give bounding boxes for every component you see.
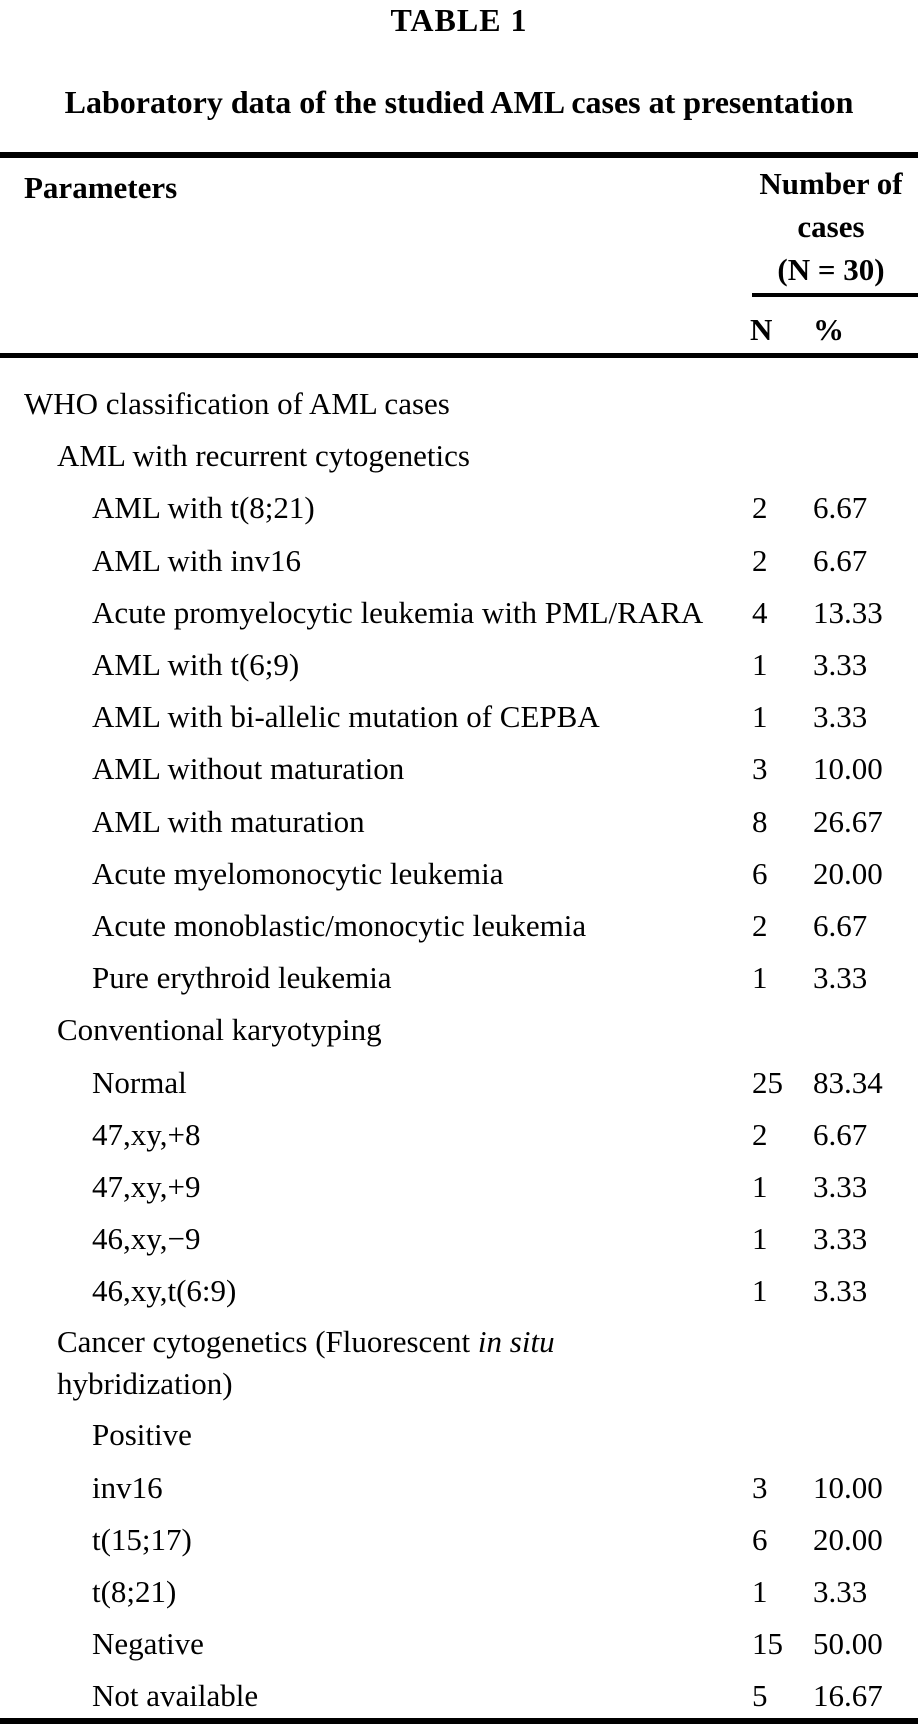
group-header-line: (N = 30) <box>777 252 885 287</box>
table-row <box>0 691 918 743</box>
row-label: Acute promyelocytic leukemia with PML/RARA <box>92 594 704 630</box>
row-label: inv16 <box>92 1469 163 1505</box>
row-label: t(15;17) <box>92 1521 192 1557</box>
row-percent-value: 6.67 <box>813 907 868 943</box>
table-row <box>0 587 918 639</box>
row-label: WHO classification of AML cases <box>24 386 450 422</box>
table-row <box>0 535 918 587</box>
row-n-value: 2 <box>752 1116 768 1152</box>
row-n-value: 2 <box>752 542 768 578</box>
row-label: Pure erythroid leukemia <box>92 960 392 996</box>
table-row <box>0 1109 918 1161</box>
table-row <box>0 1409 918 1461</box>
table-row <box>0 1462 918 1514</box>
row-percent-value: 16.67 <box>813 1678 883 1714</box>
row-percent-value: 3.33 <box>813 1168 868 1204</box>
row-percent-value: 6.67 <box>813 542 868 578</box>
row-label: Positive <box>92 1417 192 1453</box>
table-row <box>0 952 918 1004</box>
row-label: 47,xy,+8 <box>92 1116 201 1152</box>
row-label: 47,xy,+9 <box>92 1168 201 1204</box>
row-label: AML with t(6;9) <box>92 647 300 683</box>
row-label: AML with inv16 <box>92 542 301 578</box>
row-n-value: 1 <box>752 647 768 683</box>
table-row <box>0 1161 918 1213</box>
row-label: Acute myelomonocytic leukemia <box>92 855 504 891</box>
row-percent-value: 3.33 <box>813 647 868 683</box>
row-n-value: 1 <box>752 1221 768 1257</box>
row-percent-value: 26.67 <box>813 803 883 839</box>
row-n-value: 1 <box>752 699 768 735</box>
row-label: Acute monoblastic/monocytic leukemia <box>92 907 587 943</box>
row-n-value: 2 <box>752 490 768 526</box>
row-label: t(8;21) <box>92 1574 177 1610</box>
row-percent-value: 50.00 <box>813 1626 883 1662</box>
row-percent-value: 3.33 <box>813 1574 868 1610</box>
table-row <box>0 639 918 691</box>
row-n-value: 8 <box>752 803 768 839</box>
column-header-n: N <box>750 312 773 347</box>
row-percent-value: 20.00 <box>813 1521 883 1557</box>
table-row <box>0 796 918 848</box>
table-row <box>0 900 918 952</box>
table-top-rule <box>0 152 918 158</box>
row-label: Conventional karyotyping <box>57 1012 382 1048</box>
row-label: AML with bi-allelic mutation of CEPBA <box>92 699 600 735</box>
table-caption: Laboratory data of the studied AML cases at presentation <box>64 84 854 120</box>
row-percent-value: 10.00 <box>813 1469 883 1505</box>
table-row <box>0 1618 918 1670</box>
row-n-value: 2 <box>752 907 768 943</box>
table-row <box>0 1004 918 1056</box>
table-row <box>0 378 918 430</box>
row-label: AML with maturation <box>92 803 365 839</box>
row-n-value: 1 <box>752 1273 768 1309</box>
table-row <box>0 1514 918 1566</box>
row-percent-value: 13.33 <box>813 594 883 630</box>
table-row <box>0 430 918 482</box>
group-header-line: Number of <box>759 166 903 201</box>
row-percent-value: 3.33 <box>813 960 868 996</box>
group-header-line: cases <box>797 209 865 244</box>
row-n-value: 1 <box>752 1168 768 1204</box>
row-percent-value: 6.67 <box>813 1116 868 1152</box>
row-n-value: 6 <box>752 1521 768 1557</box>
column-header-number-of-cases <box>744 162 918 291</box>
row-percent-value: 3.33 <box>813 699 868 735</box>
table-row <box>0 743 918 795</box>
row-percent-value: 83.34 <box>813 1064 883 1100</box>
row-percent-value: 6.67 <box>813 490 868 526</box>
row-label: Negative <box>92 1626 204 1662</box>
table-label: TABLE 1 <box>390 2 528 38</box>
table-body <box>0 358 918 1723</box>
table-row <box>0 848 918 900</box>
row-n-value: 6 <box>752 855 768 891</box>
column-header-percent: % <box>813 312 844 347</box>
table-row <box>0 1056 918 1108</box>
row-percent-value: 20.00 <box>813 855 883 891</box>
table-bottom-rule <box>0 1718 918 1724</box>
row-label: Normal <box>92 1064 187 1100</box>
row-label: AML with recurrent cytogenetics <box>57 438 470 474</box>
row-n-value: 3 <box>752 1469 768 1505</box>
table-row <box>0 1566 918 1618</box>
row-n-value: 1 <box>752 1574 768 1610</box>
row-n-value: 5 <box>752 1678 768 1714</box>
row-label: 46,xy,t(6:9) <box>92 1273 237 1309</box>
row-percent-value: 3.33 <box>813 1273 868 1309</box>
table-row <box>0 1265 918 1317</box>
group-header-rule <box>752 293 918 297</box>
row-n-value: 25 <box>752 1064 783 1100</box>
row-n-value: 4 <box>752 594 768 630</box>
row-n-value: 3 <box>752 751 768 787</box>
row-label: Not available <box>92 1678 259 1714</box>
table-row <box>0 1317 918 1409</box>
row-n-value: 1 <box>752 960 768 996</box>
row-label: 46,xy,−9 <box>92 1221 201 1257</box>
row-percent-value: 3.33 <box>813 1221 868 1257</box>
row-label: Cancer cytogenetics (Fluorescent in situ hybridization) <box>57 1324 555 1402</box>
table-row <box>0 482 918 534</box>
table-row <box>0 1670 918 1722</box>
row-percent-value: 10.00 <box>813 751 883 787</box>
table-row <box>0 1213 918 1265</box>
row-label: AML with t(8;21) <box>92 490 315 526</box>
row-n-value: 15 <box>752 1626 783 1662</box>
column-header-parameters: Parameters <box>24 170 178 205</box>
row-label: AML without maturation <box>92 751 405 787</box>
